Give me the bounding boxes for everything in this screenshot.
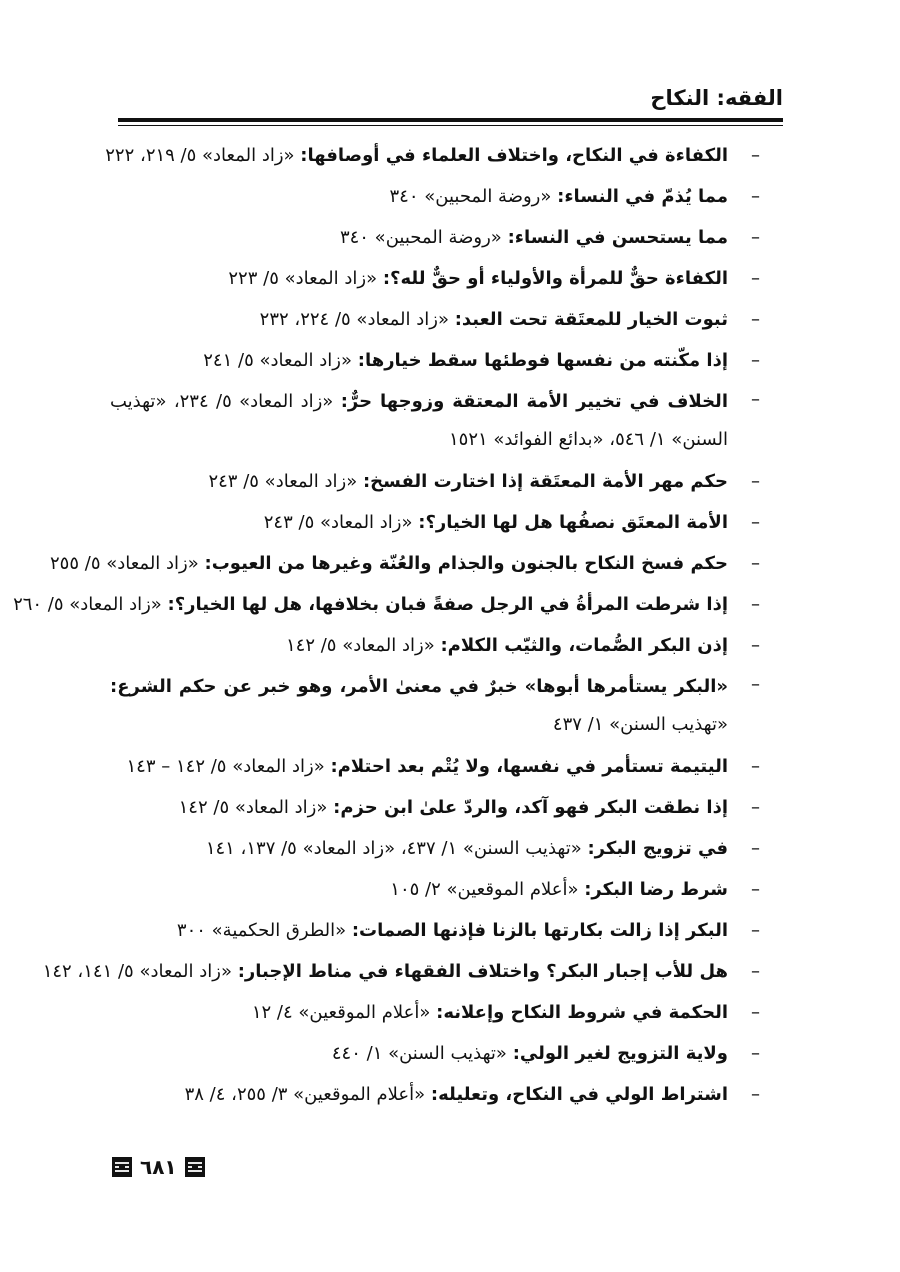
entry-topic: شرط رضا البكر: [584,879,728,900]
entry-reference: «زاد المعاد» ٥/ ١٤١، ١٤٢ [42,961,232,982]
entry-reference: «زاد المعاد» ٥/ ٢٦٠ [13,594,162,615]
entry-reference: «روضة المحبين» ٣٤٠ [339,227,502,248]
entry-reference: «زاد المعاد» ٥/ ٢٥٥ [50,553,199,574]
entry-reference: «الطرق الحكمية» ٣٠٠ [176,920,347,941]
header-rule-thick [118,118,783,122]
entry-topic: إذا مكّنته من نفسها فوطئها سقط خيارها: [357,350,728,371]
entry-dash: – [751,838,760,859]
index-entry [110,258,760,299]
entry-topic: مما يُذمّ في النساء: [557,186,728,207]
entry-dash: – [751,389,760,410]
page-header-title: الفقه: النكاح [650,86,783,110]
index-entry [110,1033,760,1074]
entry-dash: – [751,512,760,533]
entry-topic: مما يستحسن في النساء: [507,227,728,248]
entry-dash: – [751,756,760,777]
entry-dash: – [751,227,760,248]
entry-reference: «زاد المعاد» ٥/ ١٤٢ [285,635,435,656]
entry-dash: – [751,471,760,492]
entry-topic: ثبوت الخيار للمعتَقة تحت العبد: [454,309,728,330]
entry-topic: حكم فسخ النكاح بالجنون والجذام والعُنّة وغيرها من العيوب: [204,553,728,574]
index-entry [110,992,760,1033]
index-entries-list [13,135,760,1115]
entry-reference: «زاد المعاد» ٥/ ١٤٢ – ١٤٣ [126,756,325,777]
index-entry [110,381,760,461]
entry-dash: – [751,186,760,207]
ornament-right-icon [185,1157,205,1177]
entry-dash: – [751,1043,760,1064]
entry-topic: هل للأب إجبار البكر؟ واختلاف الفقهاء في مناط الإجبار: [237,961,728,982]
entry-topic: الأمة المعتَق نصفُها هل لها الخيار؟: [418,512,728,533]
entry-reference: «روضة المحبين» ٣٤٠ [389,186,552,207]
entry-dash: – [751,674,760,695]
entry-dash: – [751,1002,760,1023]
entry-topic: الكفاءة في النكاح، واختلاف العلماء في أوصافها: [300,145,728,166]
entry-topic: الخلاف في تخيير الأمة المعتقة وزوجها حرٌّ: [340,391,728,412]
entry-dash: – [751,553,760,574]
index-entry [105,135,760,176]
index-entry [110,502,760,543]
index-entry [42,951,760,992]
index-entry [110,666,760,746]
entry-topic: في تزويج البكر: [587,838,728,859]
index-entry [110,746,760,787]
entry-reference: «زاد المعاد» ٥/ ٢٤٣ [263,512,413,533]
entry-topic: «البكر يستأمرها أبوها» خبرٌ في معنىٰ الأمر، وهو خبر عن حكم الشرع: [110,676,728,697]
entry-reference: «زاد المعاد» ٥/ ٢١٩، ٢٢٢ [105,145,295,166]
entry-dash: – [751,961,760,982]
entry-dash: – [751,635,760,656]
entry-reference: «زاد المعاد» ٥/ ٢٢٤، ٢٣٢ [259,309,449,330]
index-entry [110,625,760,666]
entry-topic: اليتيمة تستأمر في نفسها، ولا يُتْم بعد احتلام: [330,756,728,777]
index-entry [110,461,760,502]
index-entry [110,176,760,217]
index-entry [110,828,760,869]
entry-reference: «تهذيب السنن» ١/ ٤٣٧ [552,714,728,735]
entry-reference: «أعلام الموقعين» ٣/ ٢٥٥، ٤/ ٣٨ [184,1084,426,1105]
entry-topic: البكر إذا زالت بكارتها بالزنا فإذنها الصمات: [351,920,728,941]
entry-topic: الكفاءة حقٌّ للمرأة والأولياء أو حقٌّ لله؟: [382,268,728,289]
page-footer [112,1153,205,1181]
index-entry [13,584,760,625]
entry-dash: – [751,145,760,166]
entry-reference: «أعلام الموقعين» ٤/ ١٢ [251,1002,431,1023]
index-entry [50,543,760,584]
page-number: ٦٨١ [140,1155,177,1179]
entry-dash: – [751,879,760,900]
entry-topic: ولاية التزويج لغير الولي: [512,1043,728,1064]
entry-dash: – [751,1084,760,1105]
entry-topic: الحكمة في شروط النكاح وإعلانه: [436,1002,728,1023]
index-entry [110,340,760,381]
entry-topic: إذن البكر الصُّمات، والثيّب الكلام: [440,635,728,656]
entry-dash: – [751,309,760,330]
index-entry [110,1074,760,1115]
entry-dash: – [751,797,760,818]
entry-topic: حكم مهر الأمة المعتَقة إذا اختارت الفسخ: [362,471,728,492]
entry-reference: «تهذيب السنن» ١/ ٤٣٧، «زاد المعاد» ٥/ ١٣٧، ١٤١ [205,838,582,859]
entry-dash: – [751,594,760,615]
entry-dash: – [751,350,760,371]
entry-topic: إذا شرطت المرأةُ في الرجل صفةً فبان بخلافها، هل لها الخيار؟: [167,594,728,615]
entry-dash: – [751,920,760,941]
entry-reference: «تهذيب السنن» ١/ ٤٤٠ [331,1043,507,1064]
entry-reference: «زاد المعاد» ٥/ ٢٤٣ [208,471,358,492]
entry-reference: «زاد المعاد» ٥/ ٢٢٣ [228,268,378,289]
ornament-left-icon [112,1157,132,1177]
entry-topic: إذا نطقت البكر فهو آكد، والردّ علىٰ ابن حزم: [333,797,728,818]
entry-dash: – [751,268,760,289]
index-entry [110,217,760,258]
index-entry [110,299,760,340]
index-entry [110,910,760,951]
entry-reference: «أعلام الموقعين» ٢/ ١٠٥ [390,879,579,900]
index-entry [110,787,760,828]
header-rule-thin [118,125,783,126]
entry-reference: «زاد المعاد» ٥/ ٢٣٤، «تهذيب السنن» ١/ ٥٤٦، «بدائع الفوائد» ١٥٢١ [110,391,728,450]
entry-reference: «زاد المعاد» ٥/ ١٤٢ [178,797,328,818]
entry-topic: اشتراط الولي في النكاح، وتعليله: [430,1084,728,1105]
entry-reference: «زاد المعاد» ٥/ ٢٤١ [203,350,353,371]
index-entry [110,869,760,910]
